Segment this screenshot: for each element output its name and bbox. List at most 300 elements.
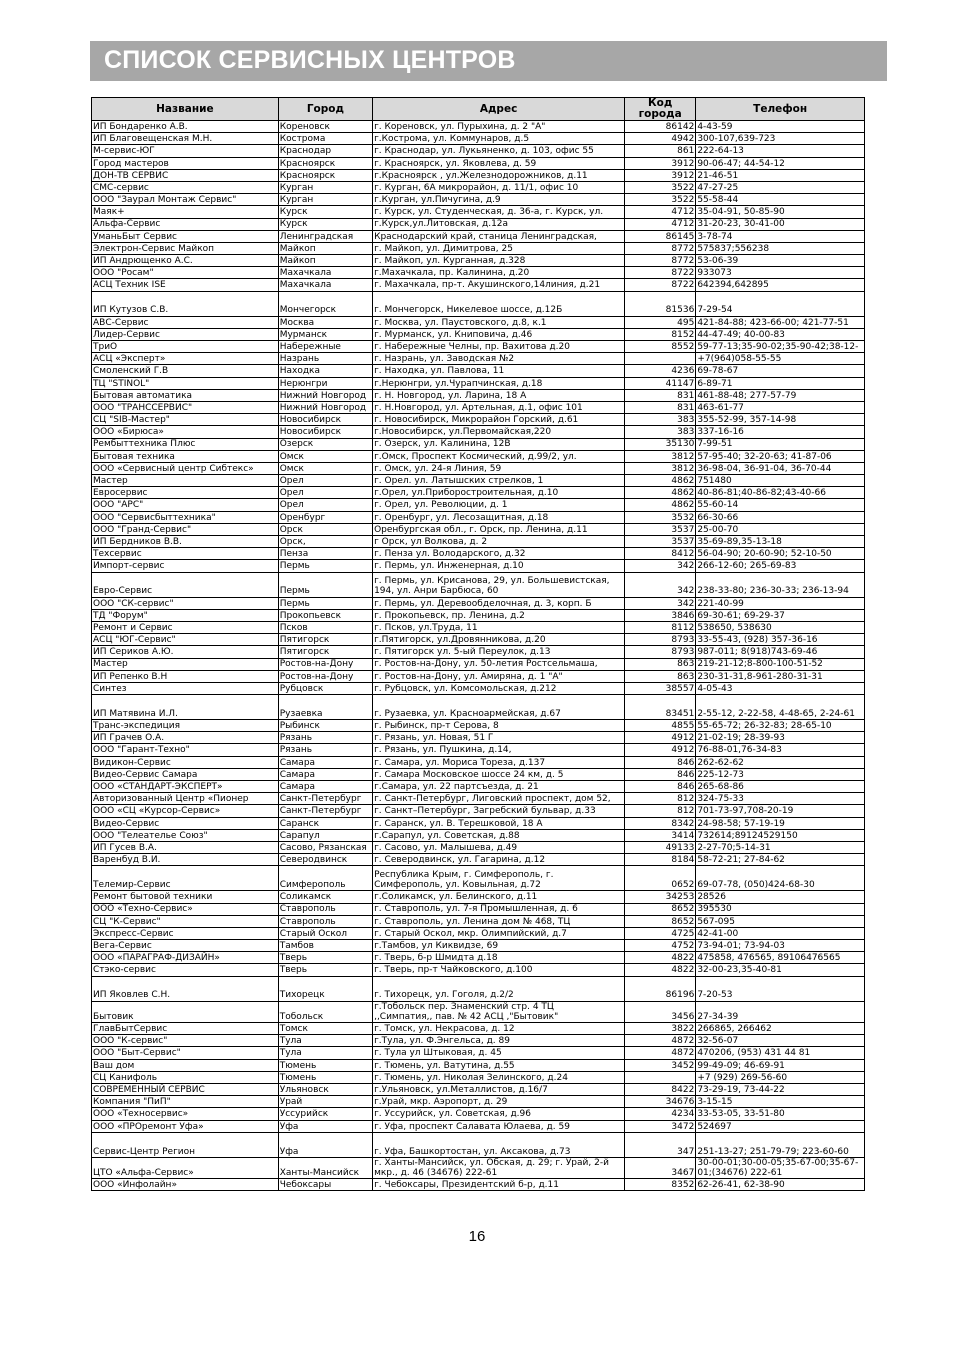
cell-city-code: [625, 353, 696, 365]
cell-name: Лидер-Сервис: [92, 328, 279, 340]
cell-phone: 395530: [696, 903, 865, 915]
table-row: [92, 121, 865, 133]
cell-city: Рыбинск: [278, 720, 372, 732]
table-row: [92, 634, 865, 646]
cell-phone: 31-20-23, 30-41-00: [696, 218, 865, 230]
cell-city-code: 3537: [625, 523, 696, 535]
cell-address: г. Санкт–Петербург, Загребский бульвар, д.33: [373, 805, 625, 817]
cell-address: г. Тюмень, ул. Николая Зелинского, д.24: [373, 1071, 625, 1083]
cell-address: г. Рубцовск, ул. Комсомольская, д.212: [373, 682, 625, 694]
cell-name: Бытовая техника: [92, 450, 279, 462]
cell-city: Махачкала: [278, 279, 372, 291]
cell-address: г. Кореновск, ул. Пурыхина, д. 2 "А": [373, 121, 625, 133]
cell-phone: 642394,642895: [696, 279, 865, 291]
table-row: [92, 1023, 865, 1035]
table-row: [92, 903, 865, 915]
cell-address: г. Находка, ул. Павлова, 11: [373, 365, 625, 377]
cell-city: Уссурийск: [278, 1108, 372, 1120]
table-row: [92, 157, 865, 169]
cell-city: Тверь: [278, 964, 372, 976]
cell-name: ООО "Телеателье Союз": [92, 829, 279, 841]
cell-address: г. Н. Новгород, ул. Ларина, 18 А: [373, 389, 625, 401]
cell-name: ИП Бердников В.В.: [92, 536, 279, 548]
cell-name: ИП Репенко В.Н: [92, 670, 279, 682]
cell-city-code: 8772: [625, 242, 696, 254]
cell-name: Видео-Сервис: [92, 817, 279, 829]
cell-phone: 42-41-00: [696, 927, 865, 939]
cell-city-code: 846: [625, 756, 696, 768]
cell-city-code: 4236: [625, 365, 696, 377]
cell-address: г.Тамбов, ул Киквидзе, 69: [373, 940, 625, 952]
cell-phone: 69-30-61; 69-29-37: [696, 609, 865, 621]
cell-name: Стэко-сервис: [92, 964, 279, 976]
cell-address: г. Тихорецк, ул. Гоголя, д.2/2: [373, 976, 625, 1001]
table-row: [92, 841, 865, 853]
cell-city: Ростов-на-Дону: [278, 658, 372, 670]
cell-city: Рубцовск: [278, 682, 372, 694]
cell-city: Майкоп: [278, 255, 372, 267]
cell-name: УманьБыт Сервис: [92, 230, 279, 242]
table-row: [92, 1001, 865, 1022]
table-row: [92, 891, 865, 903]
cell-address: г.Орел, ул.Приборостроительная, д.10: [373, 487, 625, 499]
cell-address: г.Курск,ул.Литовская, д.12а: [373, 218, 625, 230]
cell-name: ООО "АРС": [92, 499, 279, 511]
table-row: [92, 230, 865, 242]
cell-city: Тула: [278, 1047, 372, 1059]
cell-city-code: 4712: [625, 218, 696, 230]
cell-city: Пенза: [278, 548, 372, 560]
cell-phone: 265-68-86: [696, 781, 865, 793]
cell-phone: 324-75-33: [696, 793, 865, 805]
cell-phone: 701-73-97,708-20-19: [696, 805, 865, 817]
cell-city: Тамбов: [278, 940, 372, 952]
cell-city: Симферополь: [278, 866, 372, 891]
cell-name: ИП Матявина И.Л.: [92, 695, 279, 720]
cell-name: ООО «СЦ «Курсор-Сервис»: [92, 805, 279, 817]
table-row: [92, 536, 865, 548]
cell-city: Урай: [278, 1096, 372, 1108]
cell-city: Курск: [278, 218, 372, 230]
cell-name: ООО «Инфолайн»: [92, 1179, 279, 1191]
cell-address: г. Чебоксары, Президентский б-р, д.11: [373, 1179, 625, 1191]
cell-name: СЦ Канифоль: [92, 1071, 279, 1083]
page-title: СПИСОК СЕРВИСНЫХ ЦЕНТРОВ: [104, 46, 516, 74]
cell-name: ИП Бондаренко А.В.: [92, 121, 279, 133]
cell-phone: 32-00-23,35-40-81: [696, 964, 865, 976]
cell-phone: 44-47-49; 40-00-83: [696, 328, 865, 340]
cell-city: Курск: [278, 206, 372, 218]
cell-phone: 732614;89124529150: [696, 829, 865, 841]
table-header-row: [92, 98, 865, 121]
table-row: [92, 206, 865, 218]
table-row: [92, 341, 865, 353]
cell-city-code: 846: [625, 781, 696, 793]
table-row: [92, 401, 865, 413]
cell-address: г. Северодвинск, ул. Гагарина, д.12: [373, 854, 625, 866]
cell-city: Самара: [278, 768, 372, 780]
cell-phone: 21-02-19; 28-39-93: [696, 732, 865, 744]
cell-phone: 73-29-19, 73-44-22: [696, 1083, 865, 1095]
cell-city-code: 38557: [625, 682, 696, 694]
cell-phone: 33-55-43, (928) 357-36-16: [696, 634, 865, 646]
table-row: [92, 793, 865, 805]
cell-address: г. Уфа, проспект Салавата Юлаева, д. 59: [373, 1120, 625, 1132]
table-row: [92, 854, 865, 866]
cell-name: Мастер: [92, 475, 279, 487]
cell-phone: 55-60-14: [696, 499, 865, 511]
table-row: [92, 316, 865, 328]
cell-phone: 58-72-21; 27-84-62: [696, 854, 865, 866]
cell-phone: 221-40-99: [696, 597, 865, 609]
cell-name: Альфа-Сервис: [92, 218, 279, 230]
cell-address: г. Прокопьевск, пр. Ленина, д.2: [373, 609, 625, 621]
cell-city-code: 342: [625, 572, 696, 597]
cell-city-code: 86145: [625, 230, 696, 242]
cell-city: Озерск: [278, 438, 372, 450]
cell-address: г. Тула ул Штыковая, д. 45: [373, 1047, 625, 1059]
cell-name: ЦТО «Альфа-Сервис»: [92, 1157, 279, 1178]
table-row: [92, 181, 865, 193]
cell-city-code: 831: [625, 401, 696, 413]
table-row: [92, 781, 865, 793]
cell-city-code: 8793: [625, 646, 696, 658]
cell-city: Нерюнгри: [278, 377, 372, 389]
header-name: Название: [92, 98, 279, 121]
cell-phone: 53-06-39: [696, 255, 865, 267]
cell-city-code: 383: [625, 426, 696, 438]
cell-city-code: 41147: [625, 377, 696, 389]
cell-city: Омск: [278, 462, 372, 474]
cell-city: Находка: [278, 365, 372, 377]
cell-address: г. Мурманск, ул. Книповича, д.46: [373, 328, 625, 340]
table-row: [92, 328, 865, 340]
cell-name: Евро-Сервис: [92, 572, 279, 597]
cell-phone: 461-88-48; 277-57-79: [696, 389, 865, 401]
cell-phone: 463-61-77: [696, 401, 865, 413]
table-row: [92, 964, 865, 976]
table-row: [92, 365, 865, 377]
cell-phone: 66-30-66: [696, 511, 865, 523]
cell-city-code: 8112: [625, 621, 696, 633]
table-row: [92, 218, 865, 230]
table-row: [92, 940, 865, 952]
table-row: [92, 1179, 865, 1191]
cell-phone: 2-55-12, 2-22-58, 4-48-65, 2-24-61: [696, 695, 865, 720]
cell-address: г. Рузаевка, ул. Красноармейская, д.67: [373, 695, 625, 720]
cell-address: г. Омск, ул. 24-я Линия, 59: [373, 462, 625, 474]
cell-city: Краснодар: [278, 145, 372, 157]
cell-name: Город мастеров: [92, 157, 279, 169]
cell-address: г Орск, ул Волкова, д. 2: [373, 536, 625, 548]
cell-phone: 300-107,639-723: [696, 133, 865, 145]
cell-city-code: 3537: [625, 536, 696, 548]
cell-name: ИП Кутузов С.В.: [92, 291, 279, 316]
cell-address: г. Новосибирск, Микрорайон Горский, д.61: [373, 414, 625, 426]
cell-address: г. Тверь, б-р Шмидта д.18: [373, 952, 625, 964]
cell-address: г. Ростов-на-Дону, ул. 50-летия Ростсельмаша,: [373, 658, 625, 670]
cell-city: Чебоксары: [278, 1179, 372, 1191]
cell-city-code: 812: [625, 805, 696, 817]
cell-city-code: 4725: [625, 927, 696, 939]
cell-city-code: 34253: [625, 891, 696, 903]
cell-name: Маяк+: [92, 206, 279, 218]
cell-city-code: 8793: [625, 634, 696, 646]
cell-phone: 7-29-54: [696, 291, 865, 316]
cell-address: г.Тобольск пер. Знаменский стр. 4 ТЦ ,,Симпатия,, пав. № 42 АСЦ ,"Бытовик": [373, 1001, 625, 1022]
cell-name: Телемир-Сервис: [92, 866, 279, 891]
cell-city-code: [625, 1071, 696, 1083]
cell-name: ООО "Гарант-Техно": [92, 744, 279, 756]
cell-phone: +7 (929) 269-56-60: [696, 1071, 865, 1083]
cell-city: Махачкала: [278, 267, 372, 279]
table-row: [92, 1071, 865, 1083]
cell-name: СЦ "К-Сервис": [92, 915, 279, 927]
cell-city-code: 3532: [625, 511, 696, 523]
table-row: [92, 1035, 865, 1047]
cell-phone: 55-65-72; 26-32-83; 28-65-10: [696, 720, 865, 732]
cell-phone: 28526: [696, 891, 865, 903]
cell-name: Вега-Сервис: [92, 940, 279, 952]
table-body: [92, 121, 865, 1191]
cell-address: Краснодарский край, станица Ленинградская,: [373, 230, 625, 242]
cell-address: г. Тверь, пр-т Чайковского, д.100: [373, 964, 625, 976]
cell-name: Сервис-Центр Регион: [92, 1132, 279, 1157]
cell-name: Смоленский Г.В: [92, 365, 279, 377]
cell-phone: 225-12-73: [696, 768, 865, 780]
cell-address: г.Кострома, ул. Коммунаров, д.5: [373, 133, 625, 145]
cell-city-code: 863: [625, 670, 696, 682]
cell-phone: 47-27-25: [696, 181, 865, 193]
cell-city: Ставрополь: [278, 915, 372, 927]
cell-phone: 567-095: [696, 915, 865, 927]
cell-city: Орск: [278, 523, 372, 535]
cell-phone: 987-011; 8(918)743-69-46: [696, 646, 865, 658]
cell-city: Ленинградская: [278, 230, 372, 242]
page-number: 16: [468, 1228, 486, 1245]
cell-phone: 57-95-40; 32-20-63; 41-87-06: [696, 450, 865, 462]
cell-city: Тобольск: [278, 1001, 372, 1022]
cell-phone: 73-94-01; 73-94-03: [696, 940, 865, 952]
cell-name: ТД "Форум": [92, 609, 279, 621]
table-row: [92, 438, 865, 450]
cell-phone: 36-98-04, 36-91-04, 36-70-44: [696, 462, 865, 474]
cell-city: Нижний Новгород: [278, 389, 372, 401]
cell-address: г. Рыбинск, пр-т Серова, 8: [373, 720, 625, 732]
cell-address: г. Краснодар, ул. Лукьяненко, д. 103, офис 55: [373, 145, 625, 157]
cell-city-code: 812: [625, 793, 696, 805]
table-row: [92, 548, 865, 560]
cell-name: ТриО: [92, 341, 279, 353]
cell-address: Оренбургская обл., г. Орск, пр. Ленина, д.11: [373, 523, 625, 535]
cell-city: Соликамск: [278, 891, 372, 903]
cell-city: Новосибирск: [278, 414, 372, 426]
cell-city: Пятигорск: [278, 634, 372, 646]
cell-city-code: 4912: [625, 744, 696, 756]
table-row: [92, 805, 865, 817]
cell-city-code: 846: [625, 768, 696, 780]
table-row: [92, 523, 865, 535]
table-row: [92, 817, 865, 829]
cell-phone: 230-31-31,8-961-280-31-31: [696, 670, 865, 682]
cell-city-code: 35130: [625, 438, 696, 450]
cell-city-code: 4862: [625, 487, 696, 499]
cell-name: ГлавБытСервис: [92, 1023, 279, 1035]
table-row: [92, 1059, 865, 1071]
cell-phone: 56-04-90; 20-60-90; 52-10-50: [696, 548, 865, 560]
cell-city: Тихорецк: [278, 976, 372, 1001]
cell-name: Мастер: [92, 658, 279, 670]
table-row: [92, 658, 865, 670]
cell-phone: 25-00-70: [696, 523, 865, 535]
cell-phone: 30-00-01;30-00-05;35-67-00;35-67- 01;(34676) 222-61: [696, 1157, 865, 1178]
cell-phone: +7(964)058-55-55: [696, 353, 865, 365]
cell-city: Уфа: [278, 1132, 372, 1157]
cell-name: АСЦ Техник ISE: [92, 279, 279, 291]
cell-city-code: 4855: [625, 720, 696, 732]
cell-name: М-сервис-ЮГ: [92, 145, 279, 157]
cell-city: Орск,: [278, 536, 372, 548]
cell-name: Импорт-сервис: [92, 560, 279, 572]
cell-city: Орел: [278, 475, 372, 487]
title-banner: [90, 41, 887, 81]
cell-city-code: 4872: [625, 1035, 696, 1047]
cell-name: Видикон-Сервис: [92, 756, 279, 768]
cell-address: г. Пермь, ул. Инженерная, д.10: [373, 560, 625, 572]
cell-name: ДОН-ТВ СЕРВИС: [92, 169, 279, 181]
cell-city: Прокопьевск: [278, 609, 372, 621]
cell-name: ИП Сериков А.Ю.: [92, 646, 279, 658]
cell-city: Кореновск: [278, 121, 372, 133]
cell-address: г.Тула, ул. Ф.Энгельса, д. 89: [373, 1035, 625, 1047]
cell-city-code: 4872: [625, 1047, 696, 1059]
cell-city: Сарапул: [278, 829, 372, 841]
cell-phone: 35-69-89,35-13-18: [696, 536, 865, 548]
cell-city-code: 3467: [625, 1157, 696, 1178]
table-row: [92, 487, 865, 499]
cell-name: Синтез: [92, 682, 279, 694]
table-row: [92, 952, 865, 964]
cell-name: ООО "Быт-Сервис": [92, 1047, 279, 1059]
cell-city: Пермь: [278, 572, 372, 597]
cell-city: Ростов-на-Дону: [278, 670, 372, 682]
cell-phone: 32-56-07: [696, 1035, 865, 1047]
cell-city: Псков: [278, 621, 372, 633]
cell-phone: 7-20-53: [696, 976, 865, 1001]
cell-city-code: 3414: [625, 829, 696, 841]
cell-city-code: 4752: [625, 940, 696, 952]
cell-city-code: 347: [625, 1132, 696, 1157]
cell-city-code: 3456: [625, 1001, 696, 1022]
cell-city: Орел: [278, 499, 372, 511]
cell-address: г. Орел. ул. Латышских стрелков, 1: [373, 475, 625, 487]
cell-city-code: 83451: [625, 695, 696, 720]
cell-name: АСЦ «Эксперт»: [92, 353, 279, 365]
cell-name: ООО "Гранд-Сервис": [92, 523, 279, 535]
cell-name: ТЦ "STINOL": [92, 377, 279, 389]
cell-address: г.Новосибирск, ул.Первомайская,220: [373, 426, 625, 438]
cell-name: Экспресс-Сервис: [92, 927, 279, 939]
cell-phone: 69-07-78, (050)424-68-30: [696, 866, 865, 891]
cell-name: СЦ "SIB-Мастер": [92, 414, 279, 426]
cell-address: г. Санкт-Петербург, Лиговский проспект, дом 52,: [373, 793, 625, 805]
cell-phone: 69-78-67: [696, 365, 865, 377]
cell-name: Ремонт бытовой техники: [92, 891, 279, 903]
cell-city-code: 861: [625, 145, 696, 157]
cell-address: г. Рязань, ул. Пушкина, д.14,: [373, 744, 625, 756]
cell-address: г. Пенза ул. Володарского, д.32: [373, 548, 625, 560]
table-row: [92, 194, 865, 206]
cell-name: ИП Андрющенко А.С.: [92, 255, 279, 267]
cell-address: г. Рязань, ул. Новая, 51 Г: [373, 732, 625, 744]
cell-address: г. Ставрополь, ул. 7-я Промышленная, д. 6: [373, 903, 625, 915]
cell-city-code: 3522: [625, 181, 696, 193]
cell-city: Курган: [278, 181, 372, 193]
cell-city-code: 8772: [625, 255, 696, 267]
table-row: [92, 511, 865, 523]
table-row: [92, 621, 865, 633]
cell-name: Варенбуд В.И.: [92, 854, 279, 866]
cell-city-code: 3452: [625, 1059, 696, 1071]
table-row: [92, 609, 865, 621]
cell-city: Старый Оскол: [278, 927, 372, 939]
table-row: [92, 756, 865, 768]
cell-city-code: 4942: [625, 133, 696, 145]
table-row: [92, 670, 865, 682]
table-row: [92, 597, 865, 609]
cell-name: Евросервис: [92, 487, 279, 499]
cell-phone: 262-62-62: [696, 756, 865, 768]
cell-phone: 24-98-58; 57-19-19: [696, 817, 865, 829]
cell-address: г. Майкоп, ул. Димитрова, 25: [373, 242, 625, 254]
cell-address: г. Уссурийск, ул. Советская, д.96: [373, 1108, 625, 1120]
cell-phone: 55-58-44: [696, 194, 865, 206]
cell-address: г.Пятигорск, ул.Дровянникова, д.20: [373, 634, 625, 646]
table-row: [92, 255, 865, 267]
cell-city-code: 3812: [625, 450, 696, 462]
cell-name: Бытовик: [92, 1001, 279, 1022]
cell-address: г. Псков, ул.Труда, 11: [373, 621, 625, 633]
cell-city-code: 4712: [625, 206, 696, 218]
cell-address: г.Урай, мкр. Аэропорт, д. 29: [373, 1096, 625, 1108]
cell-city: Тюмень: [278, 1059, 372, 1071]
cell-city-code: 8722: [625, 267, 696, 279]
cell-phone: 575837;556238: [696, 242, 865, 254]
cell-city: Кострома: [278, 133, 372, 145]
cell-phone: 21-46-51: [696, 169, 865, 181]
cell-city-code: 8352: [625, 1179, 696, 1191]
cell-address: г. Томск, ул. Некрасова, д. 12: [373, 1023, 625, 1035]
cell-city: Ставрополь: [278, 903, 372, 915]
table-row: [92, 291, 865, 316]
cell-city: Тверь: [278, 952, 372, 964]
cell-address: г. Назрань, ул. Заводская №2: [373, 353, 625, 365]
cell-city: Тюмень: [278, 1071, 372, 1083]
cell-address: г. Уфа, Башкортостан, ул. Аксакова, д.73: [373, 1132, 625, 1157]
table-row: [92, 462, 865, 474]
cell-address: г.Самара, ул. 22 партсъезда, д. 21: [373, 781, 625, 793]
cell-address: г.Махачкала, пр. Калинина, д.20: [373, 267, 625, 279]
cell-address: г.Красноярск , ул.Железнодорожников, д.11: [373, 169, 625, 181]
cell-name: ООО «Бирюса»: [92, 426, 279, 438]
cell-address: г. Ростов-на-Дону, ул. Амиряна, д. 1 "А": [373, 670, 625, 682]
cell-phone: 266-12-60; 265-69-83: [696, 560, 865, 572]
cell-name: СМС-сервис: [92, 181, 279, 193]
cell-city: Назрань: [278, 353, 372, 365]
cell-name: ООО «Сервисный центр Сибтекс»: [92, 462, 279, 474]
cell-city: Курган: [278, 194, 372, 206]
cell-city-code: 4822: [625, 952, 696, 964]
